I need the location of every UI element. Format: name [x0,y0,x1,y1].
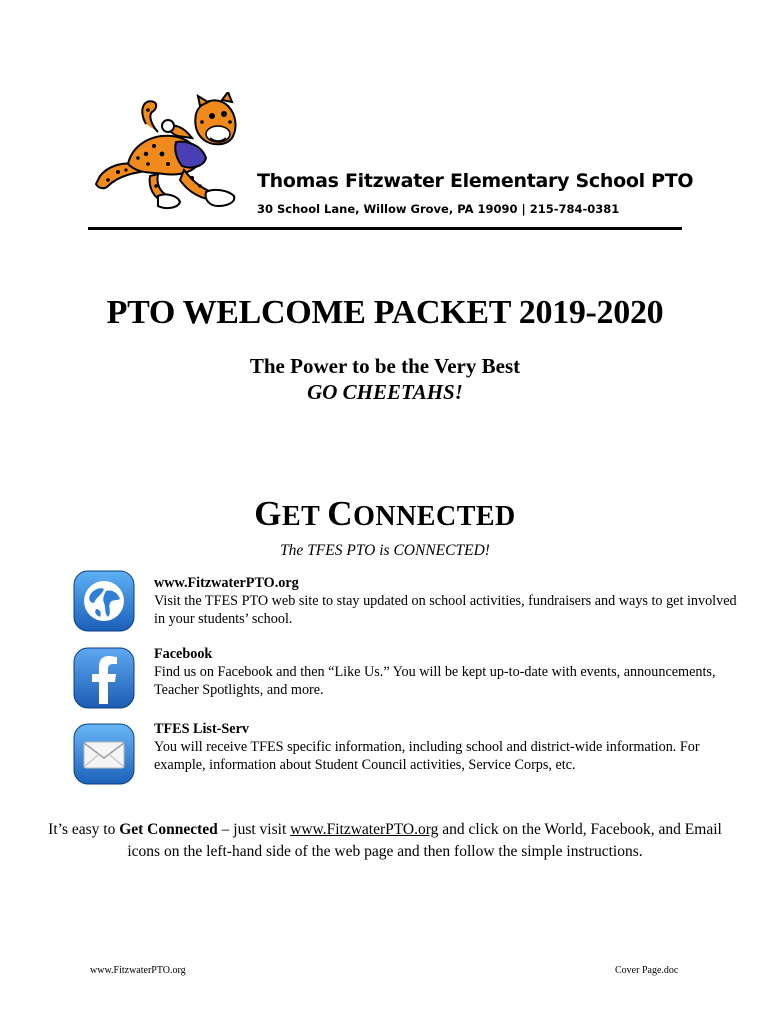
closing-text-2: – just visit [217,821,291,838]
facebook-icon[interactable] [72,646,136,710]
website-link[interactable]: www.FitzwaterPTO.org [290,821,439,838]
section-title-initial-2: C [327,494,354,533]
organization-name: Thomas Fitzwater Elementary School PTO [257,170,694,192]
item-description: Visit the TFES PTO web site to stay updated on school activities, fundraisers and ways to get involved in your students’ school. [154,593,737,627]
item-heading: TFES List-Serv [154,721,249,737]
section-title-rest-2: ONNECTED [353,501,516,532]
closing-paragraph [40,819,730,863]
organization-address: 30 School Lane, Willow Grove, PA 19090 | 215-784-0381 [257,202,620,216]
item-description: Find us on Facebook and then “Like Us.” You will be kept up-to-date with events, announcements, Teacher Spotlights, and more. [154,664,716,698]
item-description: You will receive TFES specific information, including school and district-wide information. For example, information about Student Council activities, Service Corps, etc. [154,739,700,773]
closing-text-1: It’s easy to [48,821,120,838]
globe-icon[interactable] [72,569,136,633]
item-heading[interactable]: www.FitzwaterPTO.org [154,575,299,591]
section-title-initial-1: G [254,494,282,533]
tagline [0,353,770,405]
list-item-website [154,574,744,628]
closing-text-3: and click on the World, Facebook, and Email icons on the left-hand side of the web page and then follow the simple instructions. [127,821,722,860]
motto: The Power to be the Very Best [249,354,521,378]
packet-title: PTO WELCOME PACKET 2019-2020 [106,294,664,331]
header-divider [88,227,682,230]
closing-emphasis: Get Connected [119,821,218,838]
section-subtitle: The TFES PTO is CONNECTED! [280,542,490,559]
item-heading: Facebook [154,646,213,662]
footer-website: www.FitzwaterPTO.org [90,965,186,976]
cheer: GO CHEETAHS! [307,380,463,404]
section-title-rest-1: ET [281,501,328,532]
list-item-listserv [154,720,744,774]
mail-icon[interactable] [72,722,136,786]
cheetah-mascot-logo [88,92,253,212]
footer-filename: Cover Page.doc [615,965,679,976]
list-item-facebook [154,645,744,699]
section-title [0,494,770,534]
